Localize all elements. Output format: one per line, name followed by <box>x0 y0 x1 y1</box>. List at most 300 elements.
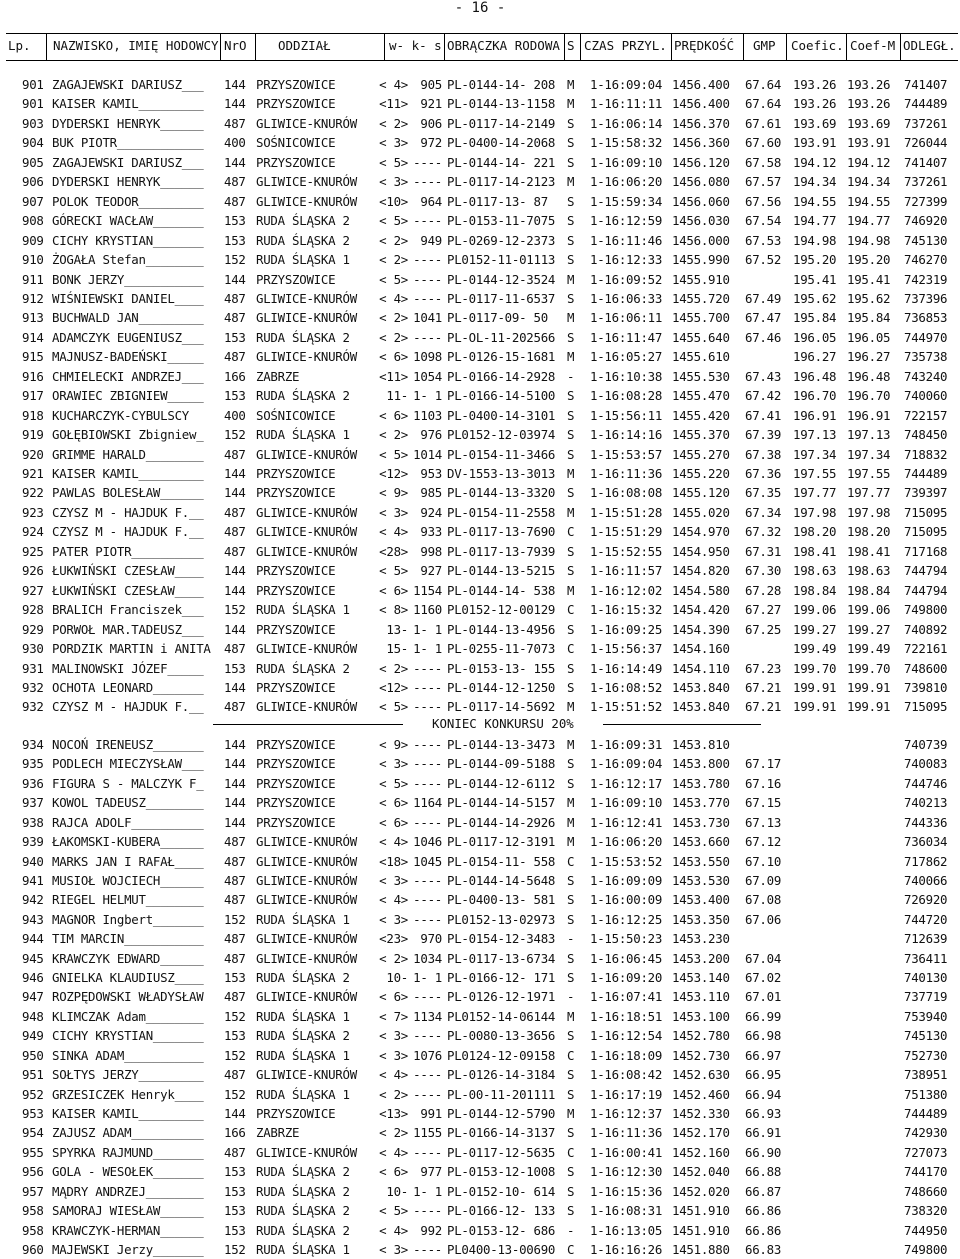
row-distance: 722161 <box>904 641 948 657</box>
row-name: PATER PIOTR__________ <box>52 543 204 559</box>
row-sex: M <box>567 77 575 92</box>
row-sex: M <box>567 814 575 830</box>
row-ring: PL-0144-14-5157 <box>447 795 556 811</box>
row-gmp: 66.94 <box>745 1086 782 1102</box>
row-prize: ---- <box>413 775 442 791</box>
row-distance: 740739 <box>904 737 948 752</box>
row-prize: 1154 <box>413 582 442 598</box>
table-row <box>0 114 960 133</box>
row-time: 1-16:00:41 <box>590 1144 663 1160</box>
row-sex: M <box>567 1008 575 1024</box>
row-lp: 943 <box>22 911 44 927</box>
row-gmp: 67.47 <box>745 310 782 326</box>
row-speed: 1456.360 <box>672 135 730 151</box>
table-row <box>0 250 960 269</box>
row-coef: 197.13 <box>793 427 837 443</box>
row-lp: 911 <box>22 271 44 287</box>
row-gmp: 66.97 <box>745 1047 782 1063</box>
row-name: BUK PIOTR____________ <box>52 135 204 151</box>
table-row <box>0 1123 960 1142</box>
row-speed: 1456.400 <box>672 77 730 92</box>
row-sex: M <box>567 582 575 598</box>
row-oddzial: GLIWICE-KNURÓW <box>256 1144 357 1160</box>
row-time: 1-15:56:37 <box>590 641 663 657</box>
row-prize: 906 <box>420 115 442 131</box>
row-speed: 1453.230 <box>672 931 730 947</box>
row-ring: PL-0166-14-2928 <box>447 368 556 384</box>
row-nro: 144 <box>224 77 246 92</box>
row-nro: 487 <box>224 892 246 908</box>
row-name: MUSIOŁ WOJCIECH______ <box>52 872 204 888</box>
row-wks: < 3> <box>379 1047 408 1063</box>
row-sex: M <box>567 699 575 715</box>
row-sex: S <box>567 970 575 986</box>
row-speed: 1452.170 <box>672 1125 730 1141</box>
row-gmp: 67.39 <box>745 427 782 443</box>
row-gmp: 67.04 <box>745 950 782 966</box>
row-nro: 152 <box>224 1086 246 1102</box>
row-time: 1-16:12:02 <box>590 582 663 598</box>
row-oddzial: GLIWICE-KNURÓW <box>256 950 357 966</box>
row-sex: C <box>567 1241 575 1257</box>
row-lp: 913 <box>22 310 44 326</box>
row-ring: PL-0144-14- 538 <box>447 582 556 598</box>
row-gmp: 66.91 <box>745 1125 782 1141</box>
row-lp: 910 <box>22 252 44 268</box>
row-name: RAJCA ADOLF__________ <box>52 814 204 830</box>
row-wks: < 3> <box>379 872 408 888</box>
row-distance: 742319 <box>904 271 948 287</box>
row-oddzial: SOŚNICOWICE <box>256 135 336 151</box>
row-name: KOWOL TADEUSZ________ <box>52 795 204 811</box>
row-wks: <18> <box>379 853 408 869</box>
row-sex: S <box>567 446 575 462</box>
row-ring: PL-0117-12-3191 <box>447 834 556 850</box>
row-time: 1-16:14:16 <box>590 427 663 443</box>
row-oddzial: RUDA ŚLĄSKA 1 <box>256 602 350 618</box>
row-name: ŁUKWIŃSKI CZESŁAW____ <box>52 582 204 598</box>
row-distance: 744720 <box>904 911 948 927</box>
row-name: NOCOŃ IRENEUSZ_______ <box>52 737 204 752</box>
row-wks: <11> <box>379 96 408 112</box>
row-time: 1-16:11:36 <box>590 466 663 481</box>
row-lp: 922 <box>22 485 44 501</box>
row-coefm: 199.27 <box>847 621 891 637</box>
row-coefm: 195.84 <box>847 310 891 326</box>
row-coef: 193.69 <box>793 115 837 131</box>
row-sex: M <box>567 504 575 520</box>
row-nro: 487 <box>224 931 246 947</box>
row-coefm: 197.34 <box>847 446 891 462</box>
row-distance: 741407 <box>904 77 948 92</box>
row-nro: 144 <box>224 775 246 791</box>
row-ring: PL-0117-11-6537 <box>447 290 556 306</box>
row-coefm: 198.20 <box>847 524 891 540</box>
table-row <box>0 774 960 793</box>
row-prize: 1046 <box>413 834 442 850</box>
row-ring: PL-0255-11-7073 <box>447 641 556 657</box>
row-gmp: 67.21 <box>745 699 782 715</box>
row-name: PORWOŁ MAR.TADEUSZ___ <box>52 621 204 637</box>
row-nro: 153 <box>224 1222 246 1238</box>
row-time: 1-16:12:33 <box>590 252 663 268</box>
row-distance: 739810 <box>904 679 948 695</box>
table-row <box>0 929 960 948</box>
row-sex: S <box>567 543 575 559</box>
row-oddzial: GLIWICE-KNURÓW <box>256 853 357 869</box>
row-coef: 198.84 <box>793 582 837 598</box>
row-lp: 909 <box>22 232 44 248</box>
row-time: 1-15:56:11 <box>590 407 663 423</box>
row-coefm: 194.55 <box>847 193 891 209</box>
row-oddzial: PRZYSZOWICE <box>256 1105 336 1121</box>
row-wks: < 9> <box>379 485 408 501</box>
row-sex: S <box>567 407 575 423</box>
row-nro: 487 <box>224 641 246 657</box>
row-time: 1-15:50:23 <box>590 931 663 947</box>
row-coefm: 199.91 <box>847 699 891 715</box>
row-lp: 955 <box>22 1144 44 1160</box>
row-sex: - <box>567 931 575 947</box>
row-coefm: 199.49 <box>847 641 891 657</box>
row-name: SINKA ADAM___________ <box>52 1047 204 1063</box>
table-row <box>0 639 960 658</box>
row-nro: 144 <box>224 485 246 501</box>
row-ring: PL-0154-11- 558 <box>447 853 556 869</box>
row-wks: < 6> <box>379 1164 408 1180</box>
row-nro: 144 <box>224 814 246 830</box>
row-ring: PL0124-12-09158 <box>447 1047 556 1063</box>
row-ring: PL-0166-14-3137 <box>447 1125 556 1141</box>
row-prize: 949 <box>420 232 442 248</box>
row-ring: PL-0400-14-3101 <box>447 407 556 423</box>
row-time: 1-15:52:55 <box>590 543 663 559</box>
row-distance: 738951 <box>904 1067 948 1083</box>
row-ring: PL-0144-13-3320 <box>447 485 556 501</box>
page-number: - 16 - <box>454 0 506 16</box>
row-time: 1-16:09:20 <box>590 970 663 986</box>
row-time: 1-16:11:47 <box>590 329 663 345</box>
row-ring: PL-OL-11-202566 <box>447 329 556 345</box>
row-nro: 152 <box>224 1241 246 1257</box>
row-distance: 744794 <box>904 563 948 579</box>
row-name: ŁAKOMSKI-KUBERA______ <box>52 834 204 850</box>
row-ring: PL-0166-14-5100 <box>447 388 556 404</box>
row-gmp: 67.43 <box>745 368 782 384</box>
row-distance: 748660 <box>904 1183 948 1199</box>
row-gmp: 67.64 <box>745 96 782 112</box>
row-wks: < 6> <box>379 349 408 365</box>
row-sex: S <box>567 1125 575 1141</box>
row-time: 1-16:15:32 <box>590 602 663 618</box>
row-name: OCHOTA LEONARD_______ <box>52 679 204 695</box>
row-lp: 937 <box>22 795 44 811</box>
row-coefm: 194.12 <box>847 154 891 170</box>
row-name: PAWLAS BOLESŁAW______ <box>52 485 204 501</box>
row-lp: 905 <box>22 154 44 170</box>
row-name: KRAWCZYK EDWARD______ <box>52 950 204 966</box>
table-row <box>0 697 960 716</box>
row-distance: 745130 <box>904 232 948 248</box>
row-nro: 144 <box>224 466 246 481</box>
row-sex: S <box>567 621 575 637</box>
row-coef: 199.27 <box>793 621 837 637</box>
row-gmp: 66.98 <box>745 1028 782 1044</box>
row-nro: 144 <box>224 154 246 170</box>
row-ring: PL-0166-12- 133 <box>447 1203 556 1219</box>
row-wks: < 5> <box>379 154 408 170</box>
table-row <box>0 890 960 909</box>
row-gmp: 67.13 <box>745 814 782 830</box>
row-sex: - <box>567 368 575 384</box>
header-wks: w- k- s <box>389 38 442 53</box>
row-distance: 752730 <box>904 1047 948 1063</box>
row-speed: 1453.840 <box>672 699 730 715</box>
row-lp: 951 <box>22 1067 44 1083</box>
row-prize: ---- <box>413 989 442 1005</box>
row-distance: 745130 <box>904 1028 948 1044</box>
row-speed: 1454.390 <box>672 621 730 637</box>
row-name: CICHY KRYSTIAN_______ <box>52 232 204 248</box>
row-distance: 735738 <box>904 349 948 365</box>
row-name: KLIMCZAK Adam________ <box>52 1008 204 1024</box>
row-time: 1-16:09:09 <box>590 872 663 888</box>
row-gmp: 67.02 <box>745 970 782 986</box>
row-coefm: 194.98 <box>847 232 891 248</box>
table-row <box>0 503 960 522</box>
table-row <box>0 793 960 812</box>
row-time: 1-16:08:08 <box>590 485 663 501</box>
row-name: ŁUKWIŃSKI CZESŁAW____ <box>52 563 204 579</box>
row-ring: PL-0400-14-2068 <box>447 135 556 151</box>
row-lp: 928 <box>22 602 44 618</box>
row-sex: S <box>567 775 575 791</box>
row-oddzial: RUDA ŚLĄSKA 2 <box>256 660 350 676</box>
row-speed: 1453.200 <box>672 950 730 966</box>
row-name: RIEGEL HELMUT________ <box>52 892 204 908</box>
row-prize: ---- <box>413 1241 442 1257</box>
row-speed: 1454.580 <box>672 582 730 598</box>
row-oddzial: SOŚNICOWICE <box>256 407 336 423</box>
row-speed: 1453.770 <box>672 795 730 811</box>
row-gmp: 67.42 <box>745 388 782 404</box>
row-gmp: 67.34 <box>745 504 782 520</box>
row-nro: 487 <box>224 872 246 888</box>
row-name: KAISER KAMIL_________ <box>52 1105 204 1121</box>
row-time: 1-16:15:36 <box>590 1183 663 1199</box>
row-nro: 487 <box>224 853 246 869</box>
row-prize: 927 <box>420 563 442 579</box>
row-name: KUCHARCZYK-CYBULSCY <box>52 407 189 423</box>
row-name: ADAMCZYK EUGENIUSZ___ <box>52 329 204 345</box>
row-gmp: 67.16 <box>745 775 782 791</box>
row-gmp: 66.88 <box>745 1164 782 1180</box>
row-distance: 726044 <box>904 135 948 151</box>
row-lp: 901 <box>22 77 44 92</box>
row-gmp: 66.83 <box>745 1241 782 1257</box>
row-coefm: 193.26 <box>847 77 891 92</box>
row-speed: 1456.080 <box>672 174 730 190</box>
row-ring: PL0152-13-02973 <box>447 911 556 927</box>
table-row <box>0 483 960 502</box>
table-row <box>0 1026 960 1045</box>
row-coef: 199.91 <box>793 699 837 715</box>
row-sex: S <box>567 679 575 695</box>
row-oddzial: GLIWICE-KNURÓW <box>256 193 357 209</box>
row-wks: < 4> <box>379 290 408 306</box>
row-nro: 487 <box>224 699 246 715</box>
row-prize: ---- <box>413 174 442 190</box>
row-wks: < 2> <box>379 232 408 248</box>
row-sex: M <box>567 271 575 287</box>
row-time: 1-15:53:57 <box>590 446 663 462</box>
row-nro: 487 <box>224 504 246 520</box>
row-nro: 144 <box>224 582 246 598</box>
row-speed: 1452.020 <box>672 1183 730 1199</box>
row-gmp: 66.99 <box>745 1008 782 1024</box>
row-gmp: 67.27 <box>745 602 782 618</box>
row-prize: 972 <box>420 135 442 151</box>
row-sex: S <box>567 911 575 927</box>
row-distance: 740060 <box>904 388 948 404</box>
row-name: ZAGAJEWSKI DARIUSZ___ <box>52 77 204 92</box>
row-wks: <11> <box>379 368 408 384</box>
row-lp: 952 <box>22 1086 44 1102</box>
row-lp: 939 <box>22 834 44 850</box>
row-wks: <10> <box>379 193 408 209</box>
row-sex: M <box>567 96 575 112</box>
row-speed: 1453.810 <box>672 737 730 752</box>
row-nro: 152 <box>224 911 246 927</box>
row-sex: S <box>567 115 575 131</box>
row-oddzial: PRZYSZOWICE <box>256 621 336 637</box>
row-name: PODLECH MIECZYSŁAW___ <box>52 756 204 772</box>
row-time: 1-16:17:19 <box>590 1086 663 1102</box>
row-distance: 743240 <box>904 368 948 384</box>
row-oddzial: GLIWICE-KNURÓW <box>256 349 357 365</box>
row-lp: 953 <box>22 1105 44 1121</box>
table-row <box>0 367 960 386</box>
row-oddzial: PRZYSZOWICE <box>256 563 336 579</box>
row-name: GRIMME HARALD________ <box>52 446 204 462</box>
row-sex: M <box>567 795 575 811</box>
row-ring: DV-1553-13-3013 <box>447 466 556 481</box>
row-wks: <12> <box>379 466 408 481</box>
row-speed: 1453.800 <box>672 756 730 772</box>
row-prize: ---- <box>413 911 442 927</box>
row-lp: 903 <box>22 115 44 131</box>
row-wks: < 4> <box>379 524 408 540</box>
row-ring: PL-0144-13-4956 <box>447 621 556 637</box>
row-name: ROZPĘDOWSKI WŁADYSŁAW <box>52 989 204 1005</box>
row-oddzial: GLIWICE-KNURÓW <box>256 872 357 888</box>
row-oddzial: RUDA ŚLĄSKA 1 <box>256 911 350 927</box>
row-prize: 905 <box>420 77 442 92</box>
row-name: DYDERSKI HENRYK______ <box>52 115 204 131</box>
table-row <box>0 1104 960 1123</box>
row-time: 1-16:08:52 <box>590 679 663 695</box>
row-nro: 166 <box>224 1125 246 1141</box>
row-wks: < 6> <box>379 814 408 830</box>
row-prize: 977 <box>420 1164 442 1180</box>
row-wks: < 3> <box>379 1028 408 1044</box>
row-gmp: 66.86 <box>745 1203 782 1219</box>
row-prize: ---- <box>413 679 442 695</box>
table-row <box>0 678 960 697</box>
row-speed: 1452.040 <box>672 1164 730 1180</box>
row-speed: 1455.610 <box>672 349 730 365</box>
header-oddzial: ODDZIAŁ <box>278 38 331 53</box>
header-time: CZAS PRZYL. <box>584 38 667 53</box>
header-lp: Lp. <box>8 38 31 53</box>
table-row <box>0 328 960 347</box>
row-lp: 935 <box>22 756 44 772</box>
row-speed: 1456.400 <box>672 96 730 112</box>
table-row <box>0 987 960 1006</box>
row-ring: PL-0144-14- 221 <box>447 154 556 170</box>
row-wks: < 5> <box>379 563 408 579</box>
row-time: 1-16:12:30 <box>590 1164 663 1180</box>
row-speed: 1452.630 <box>672 1067 730 1083</box>
row-coefm: 198.63 <box>847 563 891 579</box>
row-prize: ---- <box>413 699 442 715</box>
row-wks: < 4> <box>379 1067 408 1083</box>
row-wks: 10- <box>386 1183 408 1199</box>
row-nro: 144 <box>224 563 246 579</box>
row-prize: 1054 <box>413 368 442 384</box>
row-name: MAJNUSZ-BADEŃSKI_____ <box>52 349 204 365</box>
row-speed: 1451.910 <box>672 1222 730 1238</box>
row-sex: S <box>567 329 575 345</box>
row-name: BUCHWALD JAN_________ <box>52 310 204 326</box>
row-name: ŻOGAŁA Stefan________ <box>52 252 204 268</box>
row-distance: 753940 <box>904 1008 948 1024</box>
row-speed: 1452.730 <box>672 1047 730 1063</box>
row-name: GRZESICZEK Henryk____ <box>52 1086 204 1102</box>
row-prize: 1160 <box>413 602 442 618</box>
row-time: 1-16:11:46 <box>590 232 663 248</box>
row-distance: 740066 <box>904 872 948 888</box>
row-distance: 727073 <box>904 1144 948 1160</box>
row-speed: 1451.880 <box>672 1241 730 1257</box>
row-nro: 400 <box>224 135 246 151</box>
row-ring: PL-0144-12-3524 <box>447 271 556 287</box>
row-time: 1-16:09:31 <box>590 737 663 752</box>
row-lp: 925 <box>22 543 44 559</box>
row-sex: S <box>567 252 575 268</box>
row-sex: M <box>567 1105 575 1121</box>
row-lp: 915 <box>22 349 44 365</box>
row-nro: 152 <box>224 427 246 443</box>
row-distance: 740892 <box>904 621 948 637</box>
row-lp: 938 <box>22 814 44 830</box>
row-lp: 932 <box>22 679 44 695</box>
row-coefm: 195.20 <box>847 252 891 268</box>
row-lp: 916 <box>22 368 44 384</box>
row-wks: 11- <box>386 388 408 404</box>
row-nro: 153 <box>224 1203 246 1219</box>
row-gmp: 67.15 <box>745 795 782 811</box>
row-name: ZAGAJEWSKI DARIUSZ___ <box>52 154 204 170</box>
row-wks: < 2> <box>379 1125 408 1141</box>
row-speed: 1455.120 <box>672 485 730 501</box>
row-lp: 940 <box>22 853 44 869</box>
row-coefm: 196.70 <box>847 388 891 404</box>
row-nro: 144 <box>224 737 246 752</box>
row-wks: 15- <box>386 641 408 657</box>
row-distance: 737396 <box>904 290 948 306</box>
row-coef: 195.84 <box>793 310 837 326</box>
